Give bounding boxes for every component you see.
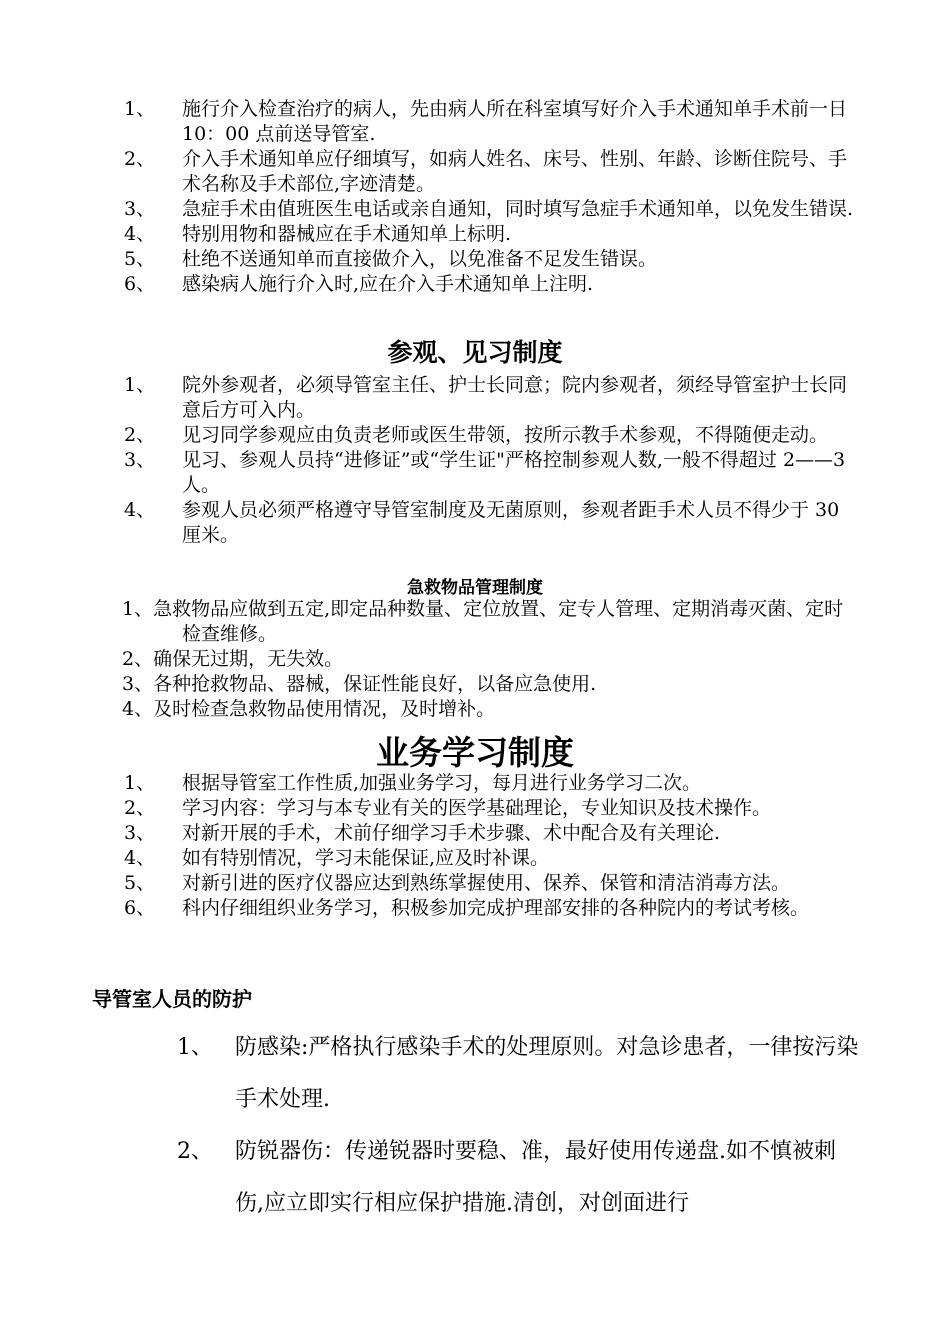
item-number: 6、 bbox=[124, 897, 156, 919]
item-text: 见习同学参观应由负责老师或医生带领，按所示教手术参观，不得随便走动。 bbox=[182, 424, 829, 446]
list-item bbox=[0, 846, 866, 871]
item-text: 参观人员必须严格遵守导管室制度及无菌原则，参观者距手术人员不得少于 30 厘米。 bbox=[182, 499, 840, 546]
list-item bbox=[0, 197, 866, 222]
item-number: 2、 bbox=[124, 424, 156, 446]
item-number: 1、 bbox=[124, 374, 156, 396]
item-number: 3、 bbox=[124, 822, 156, 844]
list-item bbox=[0, 448, 866, 498]
emergency-list bbox=[0, 597, 950, 722]
notice-list bbox=[0, 97, 950, 297]
item-text: 介入手术通知单应仔细填写，如病人姓名、床号、性别、年龄、诊断住院号、手术名称及手术部位,字迹清楚。 bbox=[182, 148, 848, 195]
list-item bbox=[0, 697, 862, 722]
visit-list bbox=[0, 373, 950, 548]
item-text: 防锐器伤：传递锐器时要稳、准，最好使用传递盘.如不慎被刺伤,应立即实行相应保护措施.清创，对创面进行 bbox=[235, 1139, 836, 1216]
list-item bbox=[0, 97, 866, 147]
section-heading-visit: 参观、见习制度 bbox=[387, 338, 563, 367]
item-number: 3、 bbox=[124, 198, 156, 220]
item-number: 1、 bbox=[177, 1035, 213, 1060]
list-item bbox=[0, 896, 866, 921]
item-text: 院外参观者，必须导管室主任、护士长同意；院内参观者，须经导管室护士长同意后方可入内。 bbox=[182, 374, 848, 421]
list-item bbox=[0, 771, 866, 796]
item-number: 6、 bbox=[124, 273, 156, 295]
list-item bbox=[0, 247, 866, 272]
item-text: 4、及时检查急救物品使用情况，及时增补。 bbox=[122, 698, 496, 720]
item-text: 3、各种抢救物品、器械，保证性能良好，以备应急使用. bbox=[122, 673, 597, 695]
list-item bbox=[0, 272, 866, 297]
item-number: 2、 bbox=[124, 148, 156, 170]
list-item bbox=[0, 796, 866, 821]
item-text: 根据导管室工作性质,加强业务学习，每月进行业务学习二次。 bbox=[182, 772, 702, 794]
list-item bbox=[0, 373, 866, 423]
study-list bbox=[0, 771, 950, 921]
list-item bbox=[0, 821, 866, 846]
item-number: 5、 bbox=[124, 872, 156, 894]
item-text: 防感染:严格执行感染手术的处理原则。对急诊患者，一律按污染手术处理. bbox=[235, 1035, 859, 1112]
item-text: 2、确保无过期，无失效。 bbox=[122, 648, 344, 670]
section-heading-emergency: 急救物品管理制度 bbox=[407, 578, 543, 598]
item-number: 4、 bbox=[124, 499, 156, 521]
list-item bbox=[0, 672, 862, 697]
item-text: 对新开展的手术，术前仔细学习手术步骤、术中配合及有关理论. bbox=[182, 822, 721, 844]
item-text: 对新引进的医疗仪器应达到熟练掌握使用、保养、保管和清洁消毒方法。 bbox=[182, 872, 791, 894]
item-number: 4、 bbox=[124, 847, 156, 869]
list-item bbox=[0, 647, 862, 672]
list-item bbox=[0, 222, 866, 247]
item-number: 3、 bbox=[124, 449, 156, 471]
item-number: 5、 bbox=[124, 248, 156, 270]
list-item bbox=[0, 1022, 950, 1126]
item-text: 科内仔细组织业务学习，积极参加完成护理部安排的各种院内的考试考核。 bbox=[182, 897, 810, 919]
item-text: 如有特别情况，学习未能保证,应及时补课。 bbox=[182, 847, 550, 869]
item-number: 4、 bbox=[124, 223, 156, 245]
item-text: 特别用物和器械应在手术通知单上标明. bbox=[182, 223, 512, 245]
item-text: 1、急救物品应做到五定,即定品种数量、定位放置、定专人管理、定期消毒灭菌、定时检查维修。 bbox=[122, 598, 844, 645]
item-number: 1、 bbox=[124, 772, 156, 794]
item-text: 施行介入检查治疗的病人，先由病人所在科室填写好介入手术通知单手术前一日 10：00 点前送导管室. bbox=[182, 98, 848, 145]
item-text: 学习内容：学习与本专业有关的医学基础理论，专业知识及技术操作。 bbox=[182, 797, 772, 819]
item-text: 感染病人施行介入时,应在介入手术通知单上注明. bbox=[182, 273, 594, 295]
item-number: 1、 bbox=[124, 98, 156, 120]
section-heading-protect: 导管室人员的防护 bbox=[92, 987, 252, 1011]
item-text: 见习、参观人员持“进修证”或“学生证"严格控制参观人数,一般不得超过 2——3 人。 bbox=[182, 449, 846, 496]
list-item bbox=[0, 597, 862, 647]
item-text: 急症手术由值班医生电话或亲自通知，同时填写急症手术通知单，以免发生错误. bbox=[182, 198, 854, 220]
item-number: 2、 bbox=[124, 797, 156, 819]
item-text: 杜绝不送通知单而直接做介入，以免准备不足发生错误。 bbox=[182, 248, 658, 270]
list-item bbox=[0, 498, 866, 548]
list-item bbox=[0, 871, 866, 896]
list-item bbox=[0, 147, 866, 197]
list-item bbox=[0, 1126, 950, 1230]
section-heading-study: 业务学习制度 bbox=[376, 733, 574, 772]
protect-list bbox=[0, 1022, 950, 1230]
list-item bbox=[0, 423, 866, 448]
item-number: 2、 bbox=[177, 1139, 213, 1164]
